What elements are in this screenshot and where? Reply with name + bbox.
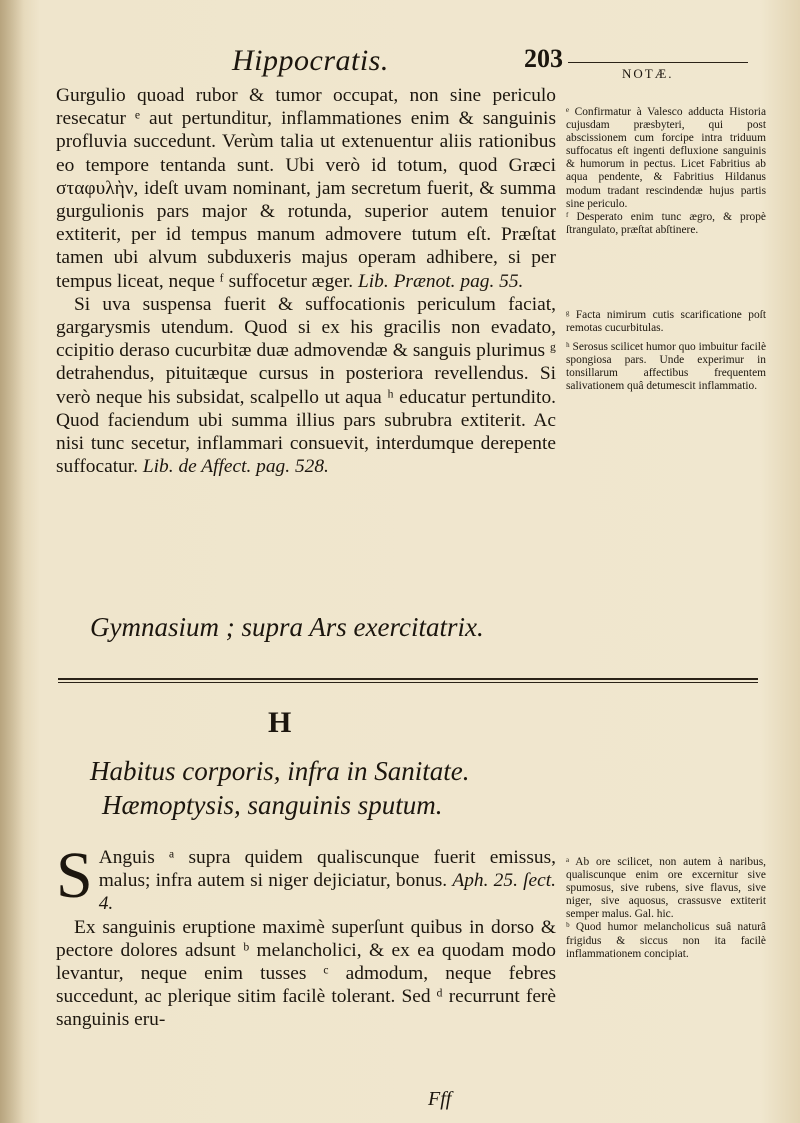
running-title: Hippocratis.	[232, 44, 389, 77]
note-b: ᵇ Quod humor melancholicus suâ naturâ frigidus & siccus non ita facilè inflammationem concipiat.	[566, 921, 766, 960]
dropcap: S	[56, 839, 93, 912]
section-letter: H	[268, 706, 292, 739]
cross-reference: Gymnasium ; supra Ars exercitatrix.	[90, 612, 484, 642]
section2-text	[56, 839, 556, 1032]
section2-paragraph1: S Anguis ᵃ supra quidem qualiscunque fuerit emissus, malus; infra autem si niger dejiciatur, bonus. Aph. 25. ſect. 4.	[56, 839, 556, 915]
entry-heading-habitus: Habitus corporis, infra in Sanitate.	[90, 756, 470, 786]
section1-notes	[566, 106, 766, 394]
note-a: ᵃ Ab ore scilicet, non autem à naribus, qualiscunque enim ore excernitur sive spumosus, sive rubens, sive flavus, sive niger, sive aquosus, crassusve extiterit semper malus. Gal. hic.	[566, 856, 766, 921]
section2-paragraph1-ref: Aph. 25. ſect. 4.	[98, 870, 556, 915]
entry-heading-haemoptysis: Hæmoptysis, sanguinis sputum.	[102, 790, 443, 820]
gutter-shadow	[0, 0, 24, 1123]
note-e: ᵉ Confirmatur à Valesco adducta Historia cujusdam præsbyteri, qui post abscissionem cum forcipe intra triduum suffocatus eſt ingenti defluxione sanguinis & humorum in pectus. Licet Fabritius ab aqua pendente, & Fabritius Hildanus modum tradant rescindendæ hujus partis sine periculo.	[566, 106, 766, 210]
note-h: ʰ Serosus scilicet humor quo imbuitur facilè spongiosa pars. Unde experimur in tonsillarum affectibus frequentem salivationem quâ detumescit inflammatio.	[566, 341, 766, 393]
section1-paragraph1-ref: Lib. Prænot. pag. 55.	[358, 270, 524, 292]
section1-text	[56, 84, 556, 478]
page-number: 203	[524, 44, 563, 73]
section2-paragraph2: Ex sanguinis eruptione maximè superſunt quibus in dorso & pectore dolores adsunt ᵇ melancholici, & ex ea quodam modo levantur, neque enim tusses ᶜ admodum, neque febres succedunt, ac plerique sitim facilè tolerant. Sed ᵈ recurrunt ferè sanguinis eru-	[56, 916, 556, 1031]
note-g: ᵍ Facta nimirum cutis scarificatione poſt remotas cucurbitulas.	[566, 308, 766, 335]
section1-paragraph2-ref: Lib. de Affect. pag. 528.	[142, 456, 329, 478]
section1-paragraph1: Gurgulio quoad rubor & tumor occupat, non sine periculo resecatur ᵉ aut pertunditur, inflammationes enim & sanguinis profluvia succedunt. Verùm talia ut extenuentur aliis rationibus eo tempore tentanda sunt. Ubi verò id totum, quod Græci σταφυλὴν, ideſt uvam nominant, jam secretum fuerit, & summa gurgulionis pars major & rotunda, superior autem tenuior extiterit, per id tempus manum admovere tutum eſt. Præſtat tamen ubi alvum subduxeris majus operam adhibere, si per tempus liceat, neque ᶠ suffocetur æger. Lib. Prænot. pag. 55.	[56, 85, 556, 292]
section-divider	[58, 678, 758, 680]
section1-paragraph2: Si uva suspensa fuerit & suffocationis periculum faciat, gargarysmis utendum. Quod si ex his gracilis non evadato, ccipitio deraso cucurbitæ duæ admovendæ & sanguis plurimus ᵍ detrahendus, pituitæque cursus in posteriora revellendus. Si verò neque his subsidat, scalpello ut aqua ʰ educatur pertundito. Quod faciendum ubi summa illius pars subrubra extiterit. Ac nisi tunc secetur, inflammari consuevit, interdumque derepente suffocatur. Lib. de Affect. pag. 528.	[56, 293, 556, 478]
section2-notes	[566, 856, 766, 961]
notes-rule	[568, 62, 748, 63]
signature-mark: Fff	[428, 1088, 452, 1110]
notes-heading: NOTÆ.	[622, 66, 674, 81]
note-f: ᶠ Desperato enim tunc ægro, & propè ſtrangulato, præſtat abſtinere.	[566, 210, 766, 236]
section-divider-thin	[58, 682, 758, 683]
